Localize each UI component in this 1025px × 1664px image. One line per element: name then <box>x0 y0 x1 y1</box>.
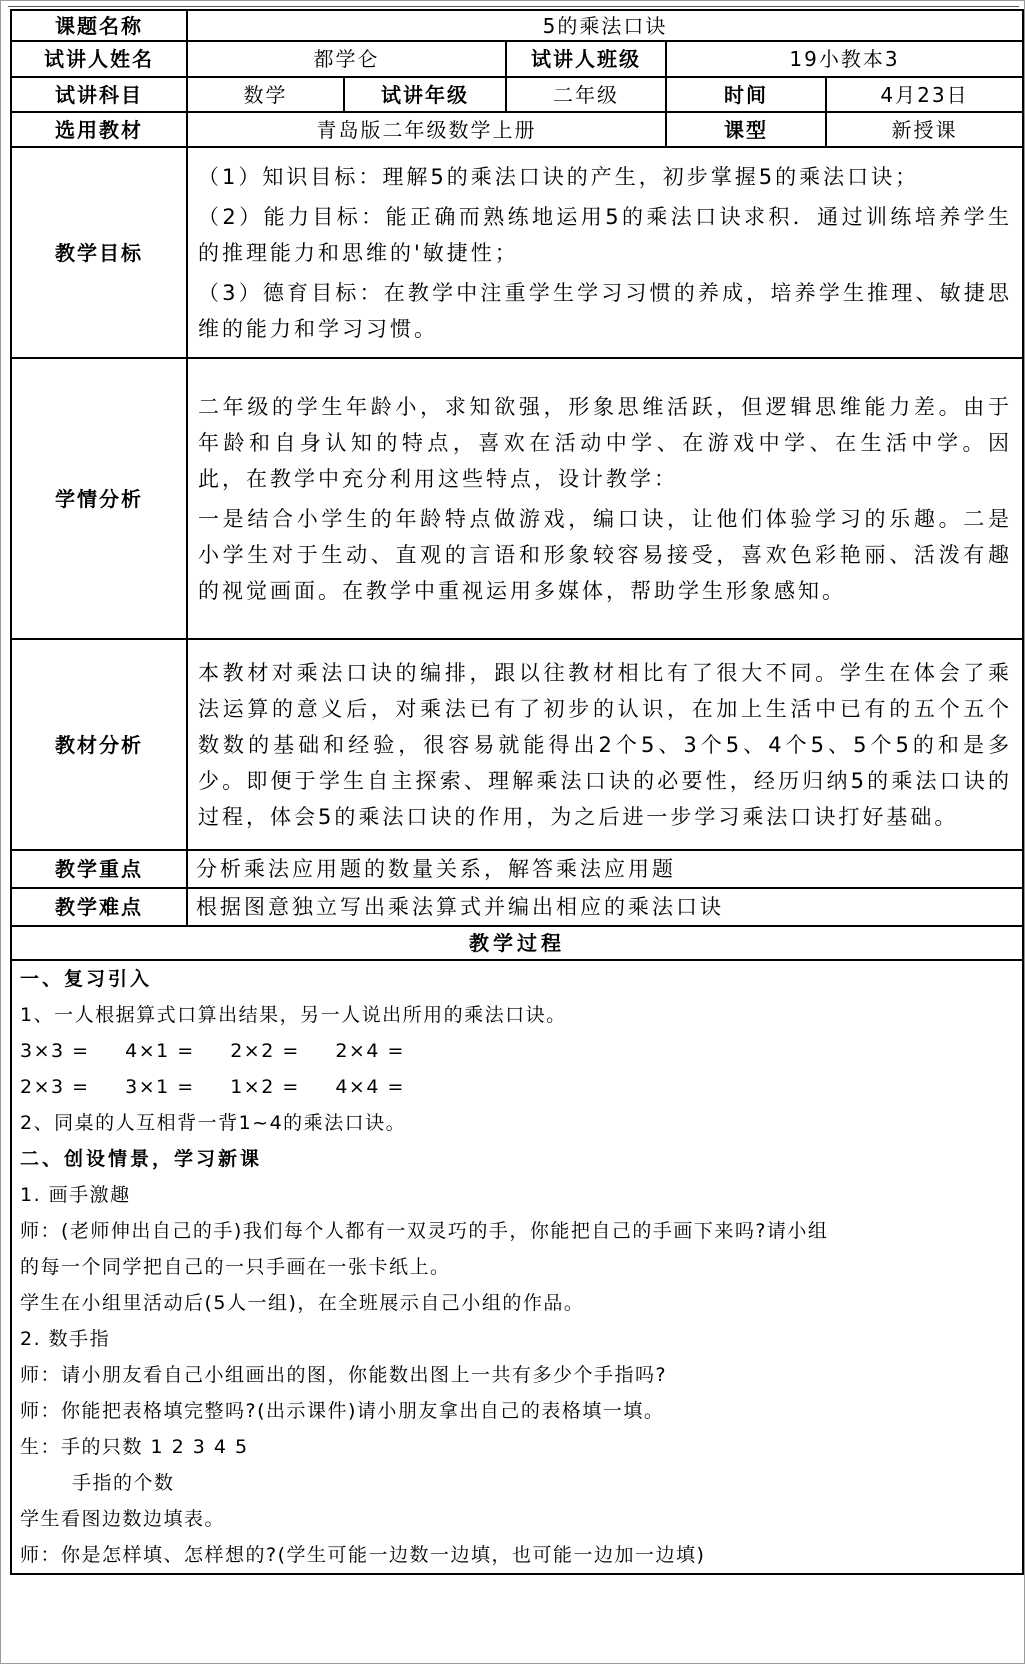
difficulty-label: 教学难点 <box>11 888 187 926</box>
material-analysis-cell <box>187 639 1023 850</box>
equation: 2×4 = <box>335 1040 405 1062</box>
time-value: 4月23日 <box>826 77 1023 112</box>
subsection-draw-hands: 1. 画手激趣 <box>20 1184 131 1206</box>
time-label: 时间 <box>666 77 826 112</box>
lesson-type-value: 新授课 <box>826 112 1023 147</box>
goal-ability: （2）能力目标：能正确而熟练地运用5的乘法口诀求积．通过训练培养学生的推理能力和思维的'敏捷性； <box>198 204 1012 265</box>
topic-value: 5的乘法口诀 <box>187 10 1023 41</box>
lesson-plan-table <box>10 9 1024 1575</box>
textbook-label: 选用教材 <box>11 112 187 147</box>
material-analysis-label: 教材分析 <box>11 639 187 850</box>
student-line-fingers: 手指的个数 <box>72 1472 175 1494</box>
equation: 2×3 = <box>20 1076 90 1098</box>
teacher-value: 都学仑 <box>187 41 506 77</box>
textbook-value: 青岛版二年级数学上册 <box>187 112 666 147</box>
subject-label: 试讲科目 <box>11 77 187 112</box>
student-analysis-label: 学情分析 <box>11 358 187 639</box>
subsection-count-fingers: 2. 数手指 <box>20 1328 111 1350</box>
key-point-text: 分析乘法应用题的数量关系，解答乘法应用题 <box>196 857 676 881</box>
process-cell <box>11 960 1023 1574</box>
goals-cell <box>187 147 1023 358</box>
equation: 4×1 = <box>125 1040 195 1062</box>
review-item-2: 2、同桌的人互相背一背1~4的乘法口诀。 <box>20 1112 407 1134</box>
key-point-cell <box>187 850 1023 888</box>
row-key-point <box>11 850 1023 888</box>
key-point-label: 教学重点 <box>11 850 187 888</box>
row-difficulty <box>11 888 1023 926</box>
difficulty-cell <box>187 888 1023 926</box>
row-process <box>11 960 1023 1574</box>
row-goals <box>11 147 1023 358</box>
row-subject <box>11 77 1023 112</box>
difficulty-text: 根据图意独立写出乘法算式并编出相应的乘法口诀 <box>196 895 724 919</box>
section-new-lesson-heading: 二、创设情景，学习新课 <box>20 1148 263 1170</box>
row-material-analysis <box>11 639 1023 850</box>
topic-label: 课题名称 <box>11 10 187 41</box>
equation-row-1 <box>20 1033 1014 1069</box>
grade-label: 试讲年级 <box>344 77 506 112</box>
student-analysis-para-1: 二年级的学生年龄小，求知欲强，形象思维活跃，但逻辑思维能力差。由于年龄和自身认知的特点，喜欢在活动中学、在游戏中学、在生活中学。因此，在教学中充分利用这些特点，设计教学： <box>198 394 1012 491</box>
equation-row-2 <box>20 1069 1014 1105</box>
equation: 4×4 = <box>335 1076 405 1098</box>
row-textbook <box>11 112 1023 147</box>
goal-knowledge: （1）知识目标：理解5的乘法口诀的产生，初步掌握5的乘法口诀； <box>198 164 920 189</box>
teacher-line-2: 师：请小朋友看自己小组画出的图，你能数出图上一共有多少个手指吗? <box>20 1364 668 1386</box>
lesson-type-label: 课型 <box>666 112 826 147</box>
class-label: 试讲人班级 <box>506 41 666 77</box>
goal-moral: （3）德育目标：在教学中注重学生学习习惯的养成，培养学生推理、敏捷思维的能力和学习习惯。 <box>198 280 1012 341</box>
teacher-line-1: 师：(老师伸出自己的手)我们每个人都有一双灵巧的手，你能把自己的手画下来吗?请小组 <box>20 1220 829 1242</box>
teacher-line-3: 师：你能把表格填完整吗?(出示课件)请小朋友拿出自己的表格填一填。 <box>20 1400 665 1422</box>
goals-label: 教学目标 <box>11 147 187 358</box>
student-fill-table-line: 学生看图边数边填表。 <box>20 1508 226 1530</box>
teacher-line-1-cont: 的每一个同学把自己的一只手画在一张卡纸上。 <box>20 1256 451 1278</box>
teacher-label: 试讲人姓名 <box>11 41 187 77</box>
process-title: 教学过程 <box>11 926 1023 960</box>
review-item-1: 1、一人根据算式口算出结果，另一人说出所用的乘法口诀。 <box>20 1004 567 1026</box>
grade-value: 二年级 <box>506 77 666 112</box>
material-analysis-text: 本教材对乘法口诀的编排，跟以往教材相比有了很大不同。学生在体会了乘法运算的意义后，对乘法已有了初步的认识，在加上生活中已有的五个五个数数的基础和经验，很容易就能得出2个5、3个5、4个5、5个5的和是多少。即便于学生自主探索、理解乘法口诀的必要性，经历归纳5的乘法口诀的过程，体会5的乘法口诀的作用，为之后进一步学习乘法口诀打好基础。 <box>198 660 1012 829</box>
row-process-title <box>11 926 1023 960</box>
subject-value: 数学 <box>187 77 344 112</box>
row-teacher <box>11 41 1023 77</box>
class-value: 19小教本3 <box>666 41 1023 77</box>
student-activity-line: 学生在小组里活动后(5人一组)，在全班展示自己小组的作品。 <box>20 1292 585 1314</box>
equation: 2×2 = <box>230 1040 300 1062</box>
equation: 1×2 = <box>230 1076 300 1098</box>
equation: 3×1 = <box>125 1076 195 1098</box>
header-line <box>8 6 1019 7</box>
section-review-heading: 一、复习引入 <box>20 968 153 990</box>
row-student-analysis <box>11 358 1023 639</box>
row-topic <box>11 10 1023 41</box>
student-analysis-cell <box>187 358 1023 639</box>
equation: 3×3 = <box>20 1040 90 1062</box>
teacher-line-4: 师：你是怎样填、怎样想的?(学生可能一边数一边填，也可能一边加一边填) <box>20 1544 706 1566</box>
student-line-hands: 生：手的只数 1 2 3 4 5 <box>20 1436 249 1458</box>
student-analysis-para-2: 一是结合小学生的年龄特点做游戏，编口诀，让他们体验学习的乐趣。二是小学生对于生动、直观的言语和形象较容易接受，喜欢色彩艳丽、活泼有趣的视觉画面。在教学中重视运用多媒体，帮助学生形象感知。 <box>198 506 1012 603</box>
